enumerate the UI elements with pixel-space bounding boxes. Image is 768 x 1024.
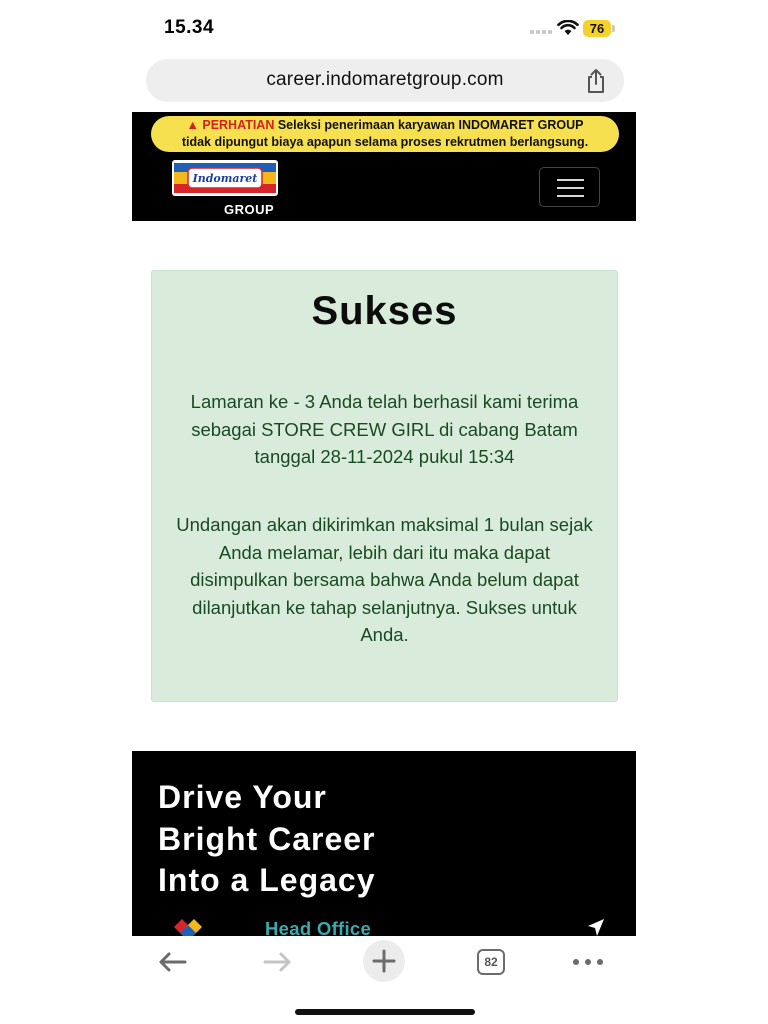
- wifi-icon: [557, 20, 579, 36]
- navigation-arrow-icon[interactable]: [584, 917, 606, 936]
- tab-switcher-button[interactable]: [471, 942, 511, 982]
- invitation-info-text: Undangan akan dikirimkan maksimal 1 bulan sejak Anda melamar, lebih dari itu maka dapat disimpulkan bersama bahwa Anda belum dapat dilanjutkan ke tahap selanjutnya. Sukses untuk Anda.: [176, 514, 593, 645]
- warning-icon: ▲: [186, 118, 199, 132]
- notice-line-1: [151, 117, 619, 134]
- url-text[interactable]: career.indomaretgroup.com: [266, 69, 504, 90]
- share-icon[interactable]: [584, 68, 608, 94]
- cellular-signal-icon: [530, 30, 552, 34]
- arrow-left-icon: [157, 951, 187, 973]
- site-header: [132, 112, 636, 221]
- recruitment-notice: [151, 116, 619, 152]
- footer-logo-icon: [164, 915, 210, 936]
- new-tab-button[interactable]: [363, 940, 405, 982]
- battery-indicator: 76: [583, 20, 611, 37]
- logo-group-label: GROUP: [224, 202, 275, 217]
- arrow-right-icon: [263, 951, 293, 973]
- battery-tip: [612, 25, 615, 32]
- address-bar[interactable]: [146, 59, 624, 102]
- more-options-button[interactable]: [568, 942, 608, 982]
- tagline-line-3: Into a Legacy: [158, 862, 376, 898]
- home-indicator[interactable]: [295, 1009, 475, 1015]
- success-alert: [151, 270, 618, 702]
- tab-switcher-icon: 82: [477, 949, 505, 975]
- more-dots-icon: [572, 958, 604, 966]
- logo-text: Indomaret: [192, 172, 258, 185]
- notice-warning-label: PERHATIAN: [202, 118, 275, 132]
- notice-text-2: tidak dipungut biaya apapun selama proses rekrutmen berlangsung.: [181, 135, 589, 149]
- tagline-line-1: Drive Your: [158, 779, 327, 815]
- notice-text-1: Seleksi penerimaan karyawan INDOMARET GROUP: [274, 118, 584, 132]
- hamburger-menu-button[interactable]: [539, 167, 600, 207]
- plus-icon: [372, 949, 396, 973]
- forward-button[interactable]: [258, 942, 298, 982]
- head-office-link[interactable]: Head Office: [265, 918, 372, 936]
- tagline-line-2: Bright Career: [158, 820, 376, 857]
- status-time: 15.34: [164, 17, 215, 38]
- application-confirmation-text: Lamaran ke - 3 Anda telah berhasil kami terima sebagai STORE CREW GIRL di cabang Batam tanggal 28-11-2024 pukul 15:34: [190, 391, 579, 467]
- footer-tagline: [158, 777, 376, 902]
- back-button[interactable]: [152, 942, 192, 982]
- indomaret-logo[interactable]: [172, 160, 278, 196]
- site-footer: [132, 751, 636, 936]
- status-bar: [0, 0, 768, 56]
- success-title: Sukses: [311, 289, 458, 333]
